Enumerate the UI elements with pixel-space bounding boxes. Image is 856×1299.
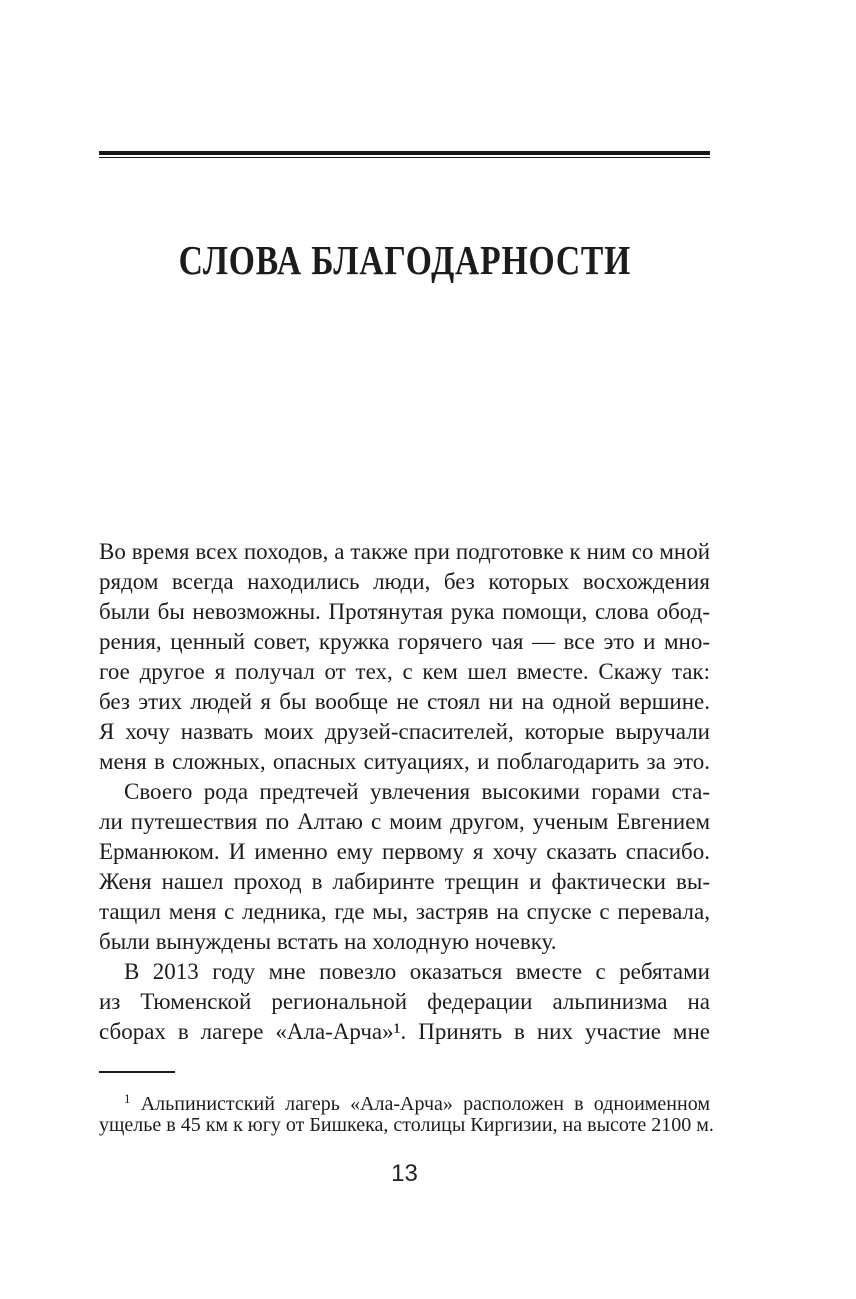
- footnote-line: ущелье в 45 км к югу от Бишкека, столицы Киргизии, на высоте 2100 м.: [99, 1114, 714, 1136]
- body-line: Ерманюком. И именно ему первому я хочу сказать спасибо.: [99, 839, 710, 864]
- body-line: были бы невозможны. Протянутая рука помощи, слова обод-: [99, 599, 710, 624]
- body-line: ли путешествия по Алтаю с моим другом, ученым Евгением: [99, 809, 710, 834]
- paragraph: [99, 537, 710, 777]
- chapter-title-wrap: [99, 237, 710, 283]
- body-line: гое другое я получал от тех, с кем шел вместе. Скажу так:: [99, 659, 710, 684]
- page-number: 13: [391, 1160, 418, 1187]
- footnote-separator: [99, 1071, 175, 1073]
- paragraph: [99, 777, 710, 957]
- body-line: без этих людей я бы вообще не стоял ни на одной вершине.: [99, 689, 710, 714]
- body-line: из Тюменской региональной федерации альпинизма на: [99, 989, 710, 1014]
- body-line: сборах в лагере «Ала-Арча»¹. Принять в них участие мне: [99, 1019, 710, 1044]
- body-line: рения, ценный совет, кружка горячего чая — все это и мно-: [99, 629, 710, 654]
- body-line: В 2013 году мне повезло оказаться вместе с ребятами: [124, 959, 710, 984]
- body-line: рядом всегда находились люди, без которых восхождения: [99, 569, 710, 594]
- body-line: меня в сложных, опасных ситуациях, и поблагодарить за это.: [99, 749, 710, 774]
- footnote-line: $^1$ Альпинистский лагерь «Ала-Арча» расположен в одноименном: [124, 1091, 710, 1115]
- body-text: [99, 537, 710, 1047]
- body-line: были вынуждены встать на холодную ночевку.: [99, 929, 557, 954]
- body-line: Своего рода предтечей увлечения высокими горами ста-: [124, 779, 710, 804]
- body-line: тащил меня с ледника, где мы, застряв на спуске с перевала,: [99, 899, 710, 924]
- body-line: Я хочу назвать моих друзей-спасителей, которые выручали: [99, 719, 710, 744]
- footnote-text: [99, 1085, 714, 1139]
- body-line: Женя нашел проход в лабиринте трещин и фактически вы-: [99, 869, 710, 894]
- footnote-marker: 1: [124, 1091, 131, 1106]
- chapter-top-rule: [99, 151, 710, 158]
- chapter-title: СЛОВА БЛАГОДАРНОСТИ: [178, 237, 631, 283]
- body-line: Во время всех походов, а также при подготовке к ним со мной: [99, 539, 710, 564]
- paragraph: [99, 957, 710, 1047]
